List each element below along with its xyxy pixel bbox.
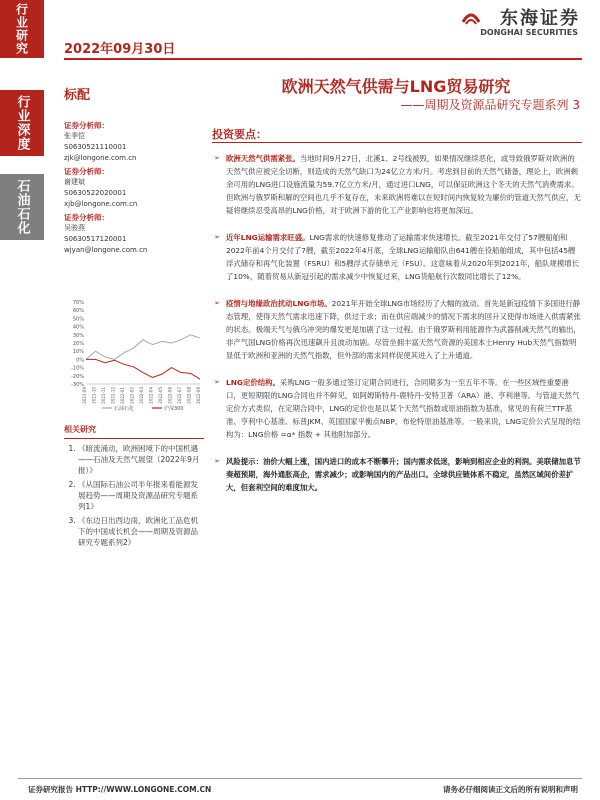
analyst-name: 谢建斌 xyxy=(64,178,85,186)
y-tick-label: -20% xyxy=(71,373,84,380)
analyst-entry xyxy=(64,212,204,256)
analyst-email[interactable]: xjb@longone.com.cn xyxy=(64,200,138,208)
legend-label: 石油石化 xyxy=(114,406,135,412)
point-item xyxy=(214,297,582,362)
point-head: 疫情与地缘政治扰动LNG市场。 xyxy=(226,299,332,308)
arrow-icon: ➢ xyxy=(214,154,220,162)
investment-points xyxy=(214,152,582,508)
y-tick-label: 70% xyxy=(72,300,84,306)
x-tick-label: 2021-11 xyxy=(101,387,106,404)
y-tick-label: -30% xyxy=(71,382,84,388)
risk-warning xyxy=(214,455,582,494)
y-tick-label: 10% xyxy=(72,349,84,356)
analyst-email[interactable]: wjyan@longone.com.cn xyxy=(64,246,148,254)
point-head: LNG定价结构。 xyxy=(226,378,280,387)
performance-chart-svg xyxy=(62,296,204,414)
x-tick-label: 2022-05 xyxy=(158,387,163,404)
analyst-entry xyxy=(64,166,204,210)
logo-text-en: DONGHAI SECURITIES xyxy=(480,28,578,37)
point-item xyxy=(214,376,582,441)
analyst-label: 证券分析师： xyxy=(64,213,109,222)
analyst-label: 证券分析师： xyxy=(64,167,109,176)
report-subtitle: ——周期及资源品研究专题系列 3 xyxy=(400,98,580,112)
point-item xyxy=(214,231,582,283)
x-tick-label: 2022-03 xyxy=(139,387,144,404)
header-divider xyxy=(64,58,582,60)
points-heading: 投资要点： xyxy=(212,128,267,141)
analyst-cert: S0630517120001 xyxy=(64,235,127,243)
related-list xyxy=(64,443,204,548)
y-tick-label: 0% xyxy=(76,357,84,364)
related-heading: 相关研究 xyxy=(64,425,96,434)
report-title: 欧洲天然气供需与LNG贸易研究 xyxy=(281,77,511,96)
arrow-icon: ➢ xyxy=(214,299,220,307)
y-tick-label: 50% xyxy=(72,316,84,323)
footer-website[interactable]: 证券研究报告 HTTP://WWW.LONGONE.COM.CN xyxy=(28,785,212,794)
related-item[interactable]: 1. 《暗流涌动，欧洲困境下的中国机遇——石油及天然气展望（2022年9月报）》 xyxy=(78,443,204,476)
logo-mark-icon xyxy=(460,6,482,28)
analyst-name: 张季恺 xyxy=(64,132,85,140)
analyst-list xyxy=(64,120,204,258)
footer-disclaimer: 请务必仔细阅读正文后的所有说明和声明 xyxy=(443,785,578,794)
side-tab-industry-research: 行业研究 xyxy=(0,0,44,58)
x-tick-label: 2021-10 xyxy=(91,387,97,404)
y-tick-label: 40% xyxy=(72,324,84,331)
analyst-cert: S0630521110001 xyxy=(64,143,127,151)
related-item[interactable]: 3. 《东边日出西边雨，欧洲化工品危机下的中国成长机会——周期及资源品研究专题系列2》 xyxy=(78,515,204,548)
analyst-cert: S0630522020001 xyxy=(64,189,127,197)
x-tick-label: 2022-02 xyxy=(129,387,135,404)
company-logo xyxy=(460,4,580,44)
x-tick-label: 2022-09 xyxy=(196,387,201,404)
report-date: 2022年09月30日 xyxy=(64,42,176,57)
logo-text-cn: 东海证券 xyxy=(500,8,580,29)
point-body: 2021年开始全球LNG市场经历了大幅的波动。首先是新冠疫情下多国进行静态管理，使得天然气需求迅速下降，供过于求；而在供应端减少的情况下需求的回升又使得市场进入供需紧张的状态。极端天气与俄乌冲突的爆发更是加剧了这一过程。由于俄罗斯利用能源作为武器削减天然气的输出，非产气国LNG价格再次迅速飙升且波动加剧。尽管坐拥丰富天然气资源的美国本土Henry Hub天然气指数明显低于欧洲和亚洲的天然气指数，但外部的需求同样促使其进入了上升通道。 xyxy=(226,299,581,360)
point-body: 采购LNG一般多通过签订定期合同进行，合同期多为一至五年不等。在一些区域性重要港口，更短期限的LNG合同也并不鲜见，如阿姆斯特丹-鹿特丹-安特卫普（ARA）港、亨利港等。与管道天然气定价方式类似，在定期合同中，LNG的定价也是以某个天然气指数或原油指数为基准，常见的有荷兰TTF基准、亨利中心基准、标普JKM、英国国家平衡点NBP、布伦特原油基准等。一般来说，LNG定价公式呈现的结构为：LNG价格 =α* 指数 + 其他附加部分。 xyxy=(226,378,581,439)
analyst-entry xyxy=(64,120,204,164)
analyst-label: 证券分析师： xyxy=(64,121,109,130)
analyst-email[interactable]: zjk@longone.com.cn xyxy=(64,154,137,162)
x-tick-label: 2022-07 xyxy=(177,387,182,404)
x-tick-label: 2022-04 xyxy=(148,387,154,404)
point-body: LNG需求的快速修复推动了运输需求快速增长。截至2021年交付了57艘船舶和2022年前4个月交付了7艘，截至2022年4月底，全球LNG运输船队由641艘在役船舶组成，其中包括45艘浮式储存和再气化装置（FSRU）和5艘浮式存储单元（FSU）。这意味着从2020年到2021年，船队规模增长了10%，随着贸易从新冠引起的需求减少中恢复过来，LNG货船航行次数同比增长了12%。 xyxy=(226,233,580,281)
point-head: 风险提示： xyxy=(226,457,263,466)
analyst-name: 吴骏燕 xyxy=(64,224,85,232)
x-tick-label: 2022-08 xyxy=(186,387,192,404)
series-line xyxy=(86,335,200,360)
side-tab-industry-depth: 行业深度 xyxy=(0,90,44,156)
point-head: 欧洲天然气供需紧张。 xyxy=(226,154,300,163)
x-tick-label: 2021-09 xyxy=(82,387,87,404)
x-tick-label: 2022-01 xyxy=(120,387,125,404)
y-tick-label: -10% xyxy=(71,365,84,372)
arrow-icon: ➢ xyxy=(214,378,220,386)
side-tab-petrochemical: 石油石化 xyxy=(0,174,44,240)
point-head: 近年LNG运输需求旺盛。 xyxy=(226,233,310,242)
series-line xyxy=(86,359,200,379)
related-item[interactable]: 2. 《从国际石油公司半年报来看能源发展趋势——周期及资源品研究专题系列1》 xyxy=(78,479,204,512)
y-tick-label: 20% xyxy=(72,341,84,347)
footer-divider xyxy=(18,778,582,779)
point-item xyxy=(214,152,582,217)
point-body: 当地时间9月27日，北溪1、2号线被毁，如果情况继续恶化，或导致俄罗斯对欧洲的天然气供应被完全切断，则造成的天然气缺口为24亿立方米/月。考虑到目前的天然气储备，理论上，欧洲剩余可用的LNG进口设施流量为59.7亿立方米/月，通过进口LNG，可以保证欧洲这个冬天的天然气消费需求。但欧洲与俄罗斯和解的空间也几乎不复存在，未来欧洲将难以在短时间内恢复较为廉价的管道天然气供应，无疑将继续忍受高昂的LNG价格，对于欧洲下游的化工产业影响也将更加深远。 xyxy=(226,154,581,215)
industry-rating: 标配 xyxy=(64,88,91,103)
point-body: 油价大幅上涨，国内进口的成本不断攀升；国内需求低迷，影响到相应企业的利润。美联储加息节奏超预期，海外通胀高企，需求减少；或影响国内的产品出口。全球供应链体系不稳定，虽然区域间价差扩大，但套利空间的难度加大。 xyxy=(226,457,581,492)
x-tick-label: 2022-06 xyxy=(167,387,173,404)
y-tick-label: 60% xyxy=(72,308,84,315)
related-research xyxy=(64,424,204,551)
y-tick-label: 30% xyxy=(72,332,84,339)
arrow-icon: ➢ xyxy=(214,457,220,465)
legend-label: 沪深300 xyxy=(164,406,184,412)
related-divider xyxy=(64,438,204,439)
arrow-icon: ➢ xyxy=(214,233,220,241)
points-divider xyxy=(212,142,582,143)
x-tick-label: 2021-12 xyxy=(110,387,116,404)
performance-chart xyxy=(62,296,204,414)
